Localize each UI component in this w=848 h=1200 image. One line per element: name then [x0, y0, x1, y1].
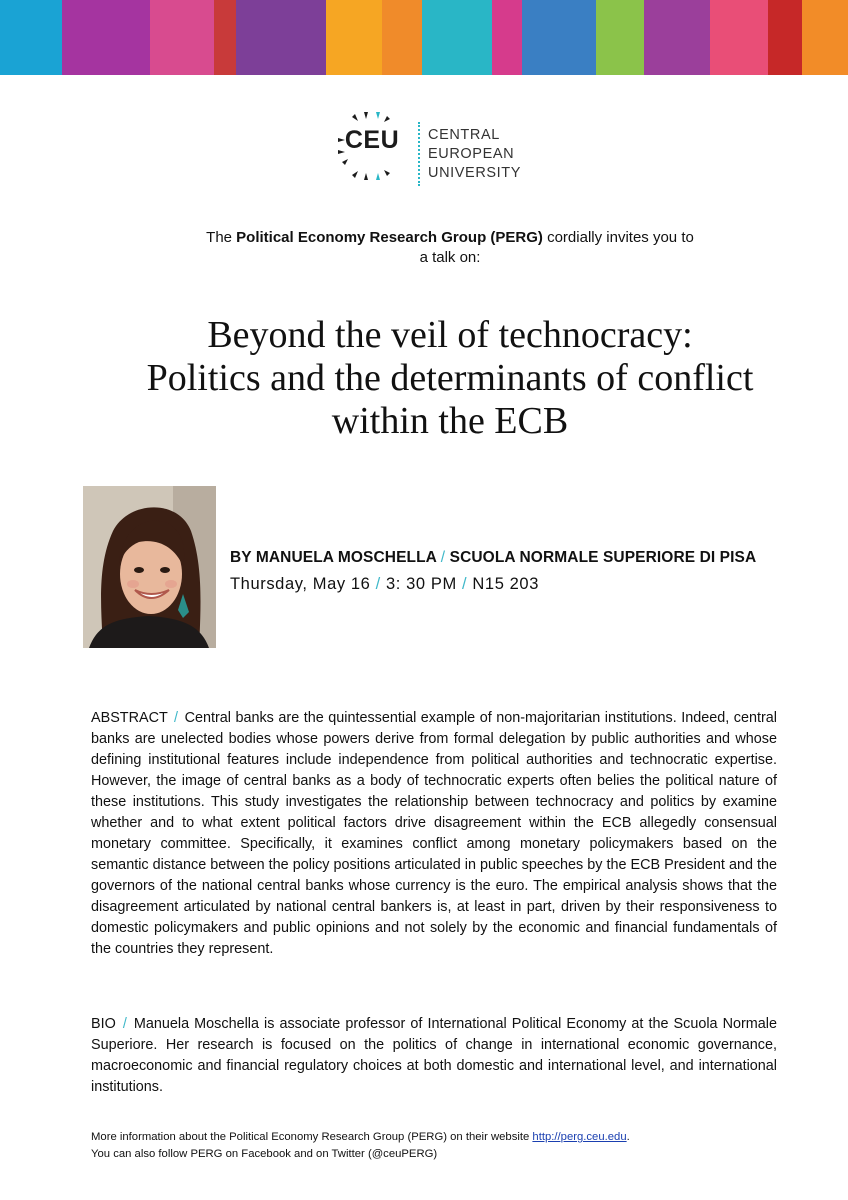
separator-slash: / — [462, 575, 468, 593]
university-name-line: EUROPEAN — [428, 146, 515, 162]
university-name-line: CENTRAL — [428, 127, 500, 143]
perg-website-link[interactable]: http://perg.ceu.edu — [532, 1131, 627, 1143]
color-stripe — [326, 0, 382, 75]
separator-slash: / — [174, 710, 179, 726]
speaker-line — [230, 545, 830, 571]
speaker-photo — [83, 486, 216, 648]
color-stripe — [644, 0, 710, 75]
talk-title — [60, 314, 840, 443]
footer-line1-prefix: More information about the Political Economy Research Group (PERG) on their website — [91, 1131, 533, 1143]
separator-slash: / — [122, 1016, 127, 1032]
abstract-section — [91, 708, 777, 960]
color-stripe — [802, 0, 848, 75]
color-stripe-banner — [0, 0, 848, 75]
color-stripe — [150, 0, 214, 75]
color-stripe — [422, 0, 492, 75]
speaker-portrait-icon — [83, 486, 216, 648]
logo-divider — [418, 122, 420, 186]
invite-line2: a talk on: — [419, 249, 481, 266]
footer-info — [91, 1129, 791, 1163]
color-stripe — [382, 0, 422, 75]
bio-section — [91, 1014, 777, 1098]
event-room: N15 203 — [472, 575, 539, 593]
color-stripe — [214, 0, 236, 75]
footer-line2: You can also follow PERG on Facebook and on Twitter (@ceuPERG) — [91, 1148, 438, 1160]
color-stripe — [522, 0, 596, 75]
color-stripe — [492, 0, 522, 75]
university-name-line: UNIVERSITY — [428, 165, 522, 181]
separator-slash: / — [375, 575, 381, 593]
title-line: Politics and the determinants of conflict — [146, 357, 754, 399]
ceu-logo-text: CEU — [344, 126, 400, 154]
invite-org: Political Economy Research Group (PERG) — [236, 229, 543, 246]
event-details — [230, 571, 830, 597]
ceu-logo — [330, 104, 540, 188]
color-stripe — [236, 0, 326, 75]
speaker-details — [230, 545, 830, 597]
event-time: 3: 30 PM — [386, 575, 457, 593]
event-date: Thursday, May 16 — [230, 575, 371, 593]
footer-line1-suffix: . — [626, 1131, 630, 1143]
bio-text: Manuela Moschella is associate professor of International Political Economy at the Scuola Normale Superiore. Her research is focused on the politics of change in international economic governance, macroeconomic and financial regulatory choices at both domestic and international level, and international institutions. — [91, 1016, 777, 1095]
invitation-text — [150, 228, 750, 268]
separator-slash: / — [440, 549, 446, 566]
color-stripe — [768, 0, 802, 75]
abstract-label: ABSTRACT — [91, 710, 168, 726]
university-name — [428, 126, 521, 183]
invite-suffix: cordially invites you to — [542, 229, 694, 246]
color-stripe — [710, 0, 768, 75]
title-line: Beyond the veil of technocracy: — [207, 314, 693, 356]
color-stripe — [0, 0, 62, 75]
speaker-name: BY MANUELA MOSCHELLA — [230, 549, 437, 566]
speaker-affiliation: SCUOLA NORMALE SUPERIORE DI PISA — [449, 549, 757, 566]
title-line: within the ECB — [331, 400, 569, 442]
bio-label: BIO — [91, 1016, 116, 1032]
abstract-text: Central banks are the quintessential example of non-majoritarian institutions. Indeed, central banks are unelected bodies whose powers derive from formal delegation by public authorities and whose defining institutional features include independence from political authorities and technocratic expertise. However, the image of central banks as a body of technocratic experts often belies the political nature of these institutions. This study investigates the relationship between technocracy and politics by examine whether and to what extent political factors drive disagreement within the ECB allegedly consensual monetary committee. Specifically, it examines conflict among monetary policymakers based on the semantic distance between the policy positions articulated in public speeches by the ECB President and the governors of the national central banks whose currency is the euro. The empirical analysis shows that the disagreement articulated by national central bankers is, at least in part, driven by their responsiveness to domestic policymakers and public opinions and not solely by the economic and financial fundamentals of the countries they represent. — [91, 710, 777, 957]
invite-prefix: The — [206, 229, 237, 246]
color-stripe — [62, 0, 150, 75]
color-stripe — [596, 0, 644, 75]
